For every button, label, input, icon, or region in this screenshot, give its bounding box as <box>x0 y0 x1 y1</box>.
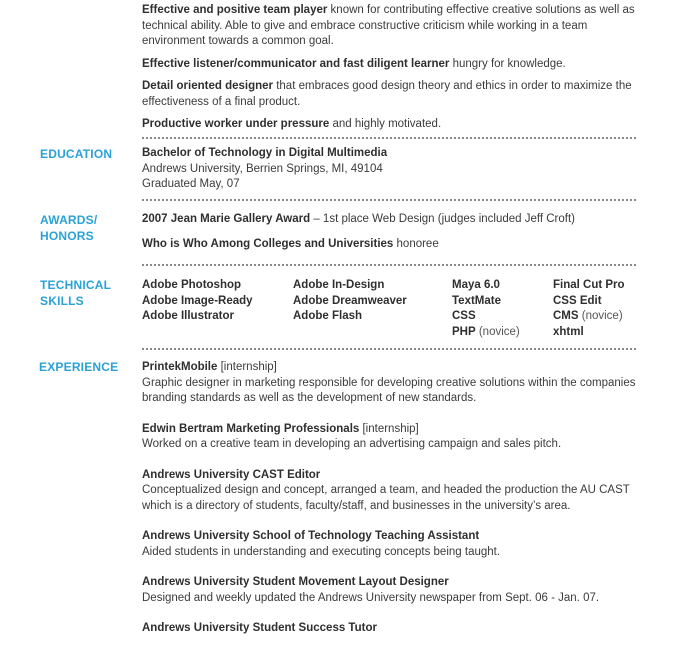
skill-item: CSS Edit <box>553 294 602 307</box>
section-divider <box>142 199 636 201</box>
experience-heading: EXPERIENCE <box>39 360 119 374</box>
skill-item: PHP (novice) <box>452 325 520 338</box>
skill-item: Adobe Dreamweaver <box>293 294 407 307</box>
degree: Bachelor of Technology in Digital Multimedia <box>142 147 388 159</box>
trait-item: Productive worker under pressure and highly motivated. <box>142 118 442 130</box>
awards-section <box>142 212 636 252</box>
skills-heading: TECHNICAL SKILLS <box>40 278 112 308</box>
skill-item: CMS (novice) <box>553 310 623 322</box>
skill-item: Adobe Illustrator <box>142 310 235 322</box>
section-divider <box>142 264 636 266</box>
skill-item: Adobe Flash <box>293 310 363 322</box>
award-item: Who is Who Among Colleges and Universities honoree <box>142 237 439 250</box>
awards-heading: AWARDS/ HONORS <box>40 213 98 243</box>
skill-item: Maya 6.0 <box>452 279 500 291</box>
skill-item: xhtml <box>553 325 584 338</box>
school: Andrews University, Berrien Springs, MI, 49104 <box>142 162 383 175</box>
experience-item: Andrews University School of Technology Teaching Assistant Aided students in understanding and executing concepts being taught. <box>142 530 501 558</box>
skills-column <box>142 278 253 325</box>
experience-item: PrintekMobile [internship] Graphic designer in marketing responsible for developing creative solutions within the companies branding standards as well as the development of new standards. <box>142 361 636 404</box>
trait-item: Effective and positive team player known for contributing effective creative solutions as well as technical ability. Able to give and embrace constructive criticism while working in a team environment towards a common goal. <box>142 4 635 47</box>
award-item: 2007 Jean Marie Gallery Award – 1st place Web Design (judges included Jeff Croft) <box>142 213 575 225</box>
experience-item: Andrews University Student Success Tutor <box>142 622 377 634</box>
skill-item: Adobe Image-Ready <box>142 294 253 307</box>
section-divider <box>142 348 636 350</box>
education-section <box>142 146 636 193</box>
trait-item: Effective listener/communicator and fast diligent learner hungry for knowledge. <box>142 57 566 70</box>
experience-item: Andrews University CAST Editor Conceptualized design and concept, arranged a team, and headed the production the AU CAST which is a directory of students, faculty/staff, and businesses in the university’s area. <box>142 468 630 512</box>
section-divider <box>142 137 636 139</box>
skills-column <box>452 278 520 340</box>
trait-item: Detail oriented designer that embraces good design theory and ethics in order to maximize the effectiveness of a final product. <box>142 80 632 108</box>
education-heading: EDUCATION <box>40 147 113 161</box>
experience-item: Andrews University Student Movement Layout Designer Designed and weekly updated the Andrews University newspaper from Sept. 06 - Jan. 07. <box>142 576 600 604</box>
skill-item: Final Cut Pro <box>553 279 625 291</box>
skills-section <box>142 278 636 340</box>
skills-column <box>293 278 407 325</box>
experience-item: Edwin Bertram Marketing Professionals [internship] Worked on a creative team in developing an advertising campaign and sales pitch. <box>142 422 562 450</box>
skill-item: Adobe Photoshop <box>142 279 242 291</box>
skills-column <box>553 278 625 340</box>
skill-item: TextMate <box>452 294 501 307</box>
skill-item: Adobe In-Design <box>293 279 385 291</box>
experience-section <box>142 360 636 652</box>
graduation-date: Graduated May, 07 <box>142 178 240 190</box>
skill-item: CSS <box>452 310 476 322</box>
summary-section <box>142 3 636 140</box>
